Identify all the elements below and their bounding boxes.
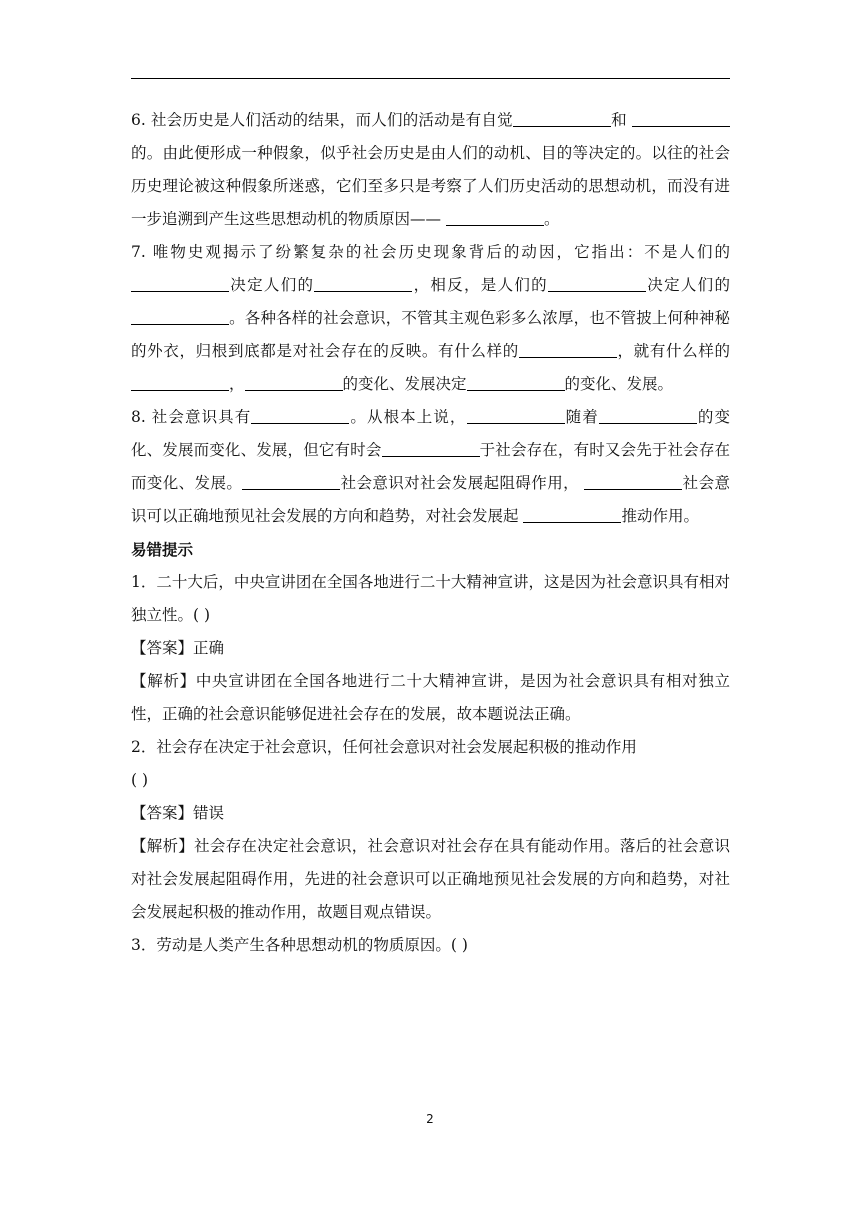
- fill-blank[interactable]: [131, 276, 229, 293]
- q8-text-f: 社会意识对社会发展起阻碍作用，: [340, 474, 579, 492]
- page-number: 2: [426, 1112, 434, 1126]
- q8-text-h: 推动作用。: [621, 507, 699, 525]
- q6-text-b: 和: [610, 111, 627, 129]
- q8-text-c: 随着: [564, 408, 599, 426]
- item-1-question: 1．二十大后，中央宣讲团在全国各地进行二十大精神宣讲，这是因为社会意识具有相对独立性。( ): [131, 573, 730, 624]
- q8-text-e: 于社会存在，有时又会先于社会存在而变化、发展。: [131, 441, 730, 492]
- fill-blank[interactable]: [131, 375, 229, 392]
- fill-blank[interactable]: [382, 441, 480, 458]
- q6-text-c: 的。由此便形成一种假象，似乎社会历史是由人们的动机、目的等决定的。以往的社会历史理论被这种假象所迷惑，它们至多只是考察了人们历史活动的思想动机，而没有进一步追溯到产生这些思想动机的物质原因——: [131, 144, 730, 228]
- question-6: [131, 104, 730, 236]
- q7-text-i: 的变化、发展。: [564, 375, 674, 393]
- fill-blank[interactable]: [548, 276, 646, 293]
- question-8: [131, 401, 730, 533]
- q8-text-g: 社会意识可以正确地预见社会发展的方向和趋势，对社会发展起: [131, 474, 730, 525]
- fill-blank[interactable]: [446, 210, 544, 227]
- q8-text-b: 。从根本上说，: [349, 408, 467, 426]
- question-7: [131, 236, 730, 401]
- item-1-answer: 【答案】正确: [131, 639, 225, 657]
- q7-text-d: 决定人们的: [645, 276, 730, 294]
- fill-blank[interactable]: [242, 474, 340, 491]
- fill-blank[interactable]: [632, 111, 730, 128]
- fill-blank[interactable]: [584, 474, 682, 491]
- q7-text-f: ，就有什么样的: [616, 342, 730, 360]
- q8-text-a: 8. 社会意识具有: [131, 408, 252, 426]
- section-title: 易错提示: [131, 540, 194, 559]
- item-2-question-tail: ( ): [131, 771, 149, 789]
- q6-text-a: 6. 社会历史是人们活动的结果，而人们的活动是有自觉: [131, 111, 513, 129]
- fill-blank[interactable]: [523, 507, 621, 524]
- fill-blank[interactable]: [245, 375, 343, 392]
- q7-text-g: ，: [229, 375, 245, 393]
- q7-text-a: 7. 唯物史观揭示了纷繁复杂的社会历史现象背后的动因，它指出：不是人们的: [131, 243, 730, 261]
- item-2-question-text: 2．社会存在决定于社会意识，任何社会意识对社会发展起积极的推动作用: [131, 738, 637, 756]
- document-body: [131, 104, 730, 962]
- item-2-answer: 【答案】错误: [131, 804, 225, 822]
- item-1-analysis: 【解析】中央宣讲团在全国各地进行二十大精神宣讲，是因为社会意识具有相对独立性，正确的社会意识能够促进社会存在的发展，故本题说法正确。: [131, 672, 730, 723]
- fill-blank[interactable]: [513, 111, 611, 128]
- fill-blank[interactable]: [519, 342, 617, 359]
- header-rule: [131, 78, 730, 79]
- q6-text-d: 。: [543, 210, 560, 228]
- item-2-question: [131, 731, 730, 797]
- fill-blank[interactable]: [314, 276, 412, 293]
- q7-text-c: ，相反，是人们的: [412, 276, 548, 294]
- fill-blank[interactable]: [599, 408, 697, 425]
- item-2-analysis: 【解析】社会存在决定社会意识，社会意识对社会存在具有能动作用。落后的社会意识对社会发展起阻碍作用，先进的社会意识可以正确地预见社会发展的方向和趋势，对社会发展起积极的推动作用，故题目观点错误。: [131, 837, 730, 921]
- fill-blank[interactable]: [467, 408, 565, 425]
- item-3-question: 3．劳动是人类产生各种思想动机的物质原因。( ): [131, 936, 468, 954]
- q7-text-b: 决定人们的: [229, 276, 315, 294]
- fill-blank[interactable]: [131, 309, 229, 326]
- q7-text-h: 的变化、发展决定: [342, 375, 467, 393]
- fill-blank[interactable]: [467, 375, 565, 392]
- q7-text-e: 。各种各样的社会意识，不管其主观色彩多么浓厚，也不管披上何种神秘的外衣，归根到底都是对社会存在的反映。有什么样的: [131, 309, 730, 360]
- q8-text-d: 的变化、发展而变化、发展，但它有时会: [131, 408, 730, 459]
- fill-blank[interactable]: [251, 408, 349, 425]
